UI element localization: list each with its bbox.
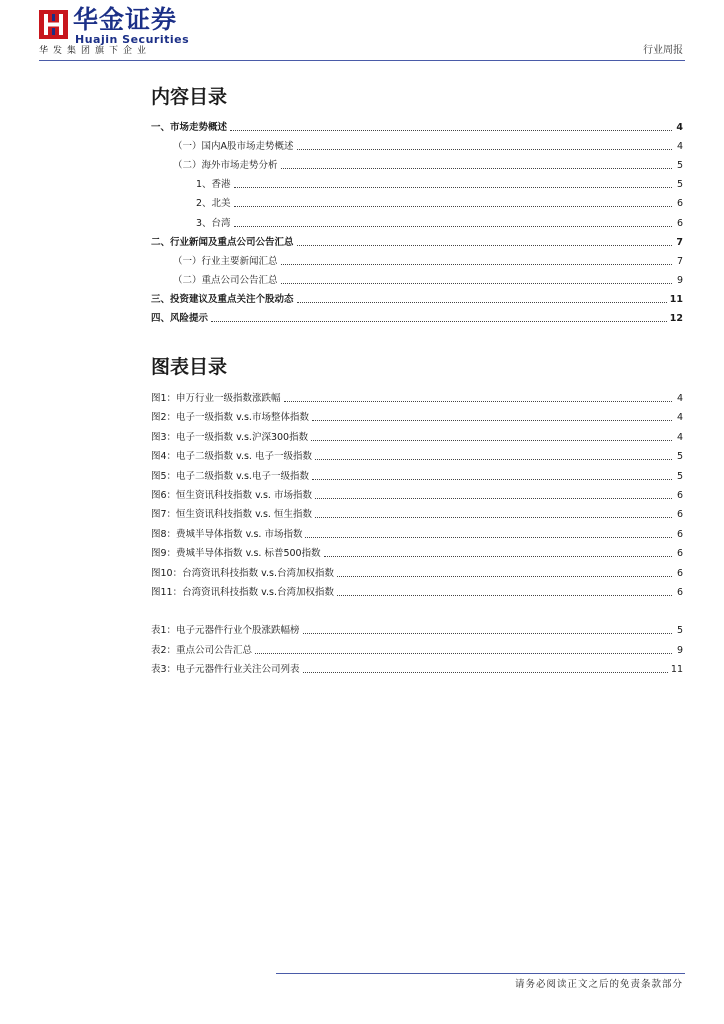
toc-entry-page-number: 11 xyxy=(669,293,683,305)
figure-entry[interactable] xyxy=(151,389,683,405)
toc-entry-page-number: 4 xyxy=(676,122,683,133)
dot-leader xyxy=(297,244,672,246)
dot-leader xyxy=(311,439,672,441)
toc-entry-label: （一）行业主要新闻汇总 xyxy=(173,255,278,267)
toc-entry-label: （二）重点公司公告汇总 xyxy=(173,274,278,286)
figure-entry[interactable] xyxy=(151,505,683,521)
dot-leader xyxy=(303,632,672,634)
figure-entry-page-number: 5 xyxy=(676,451,683,463)
figure-entry-label: 图3：电子一级指数 v.s.沪深300指数 xyxy=(151,431,309,443)
toc-entry[interactable] xyxy=(151,194,683,210)
toc-entry-label: 3、台湾 xyxy=(196,217,231,229)
table-entry-label: 表3：电子元器件行业关注公司列表 xyxy=(151,664,300,675)
toc-entry-label: 二、行业新闻及重点公司公告汇总 xyxy=(151,236,294,248)
figure-entry[interactable] xyxy=(151,447,683,463)
header-divider xyxy=(39,60,685,61)
toc-entry-page-number: 6 xyxy=(676,198,683,210)
toc-title: 内容目录 xyxy=(151,86,228,108)
toc-entry-page-number: 4 xyxy=(676,141,683,153)
toc-entry[interactable] xyxy=(151,137,683,153)
figure-entry-page-number: 4 xyxy=(676,412,683,424)
toc-entry[interactable] xyxy=(151,252,683,268)
table-entry-label: 表2：重点公司公告汇总 xyxy=(151,644,253,656)
dot-leader xyxy=(337,575,672,577)
dot-leader xyxy=(297,301,667,303)
figure-entry-page-number: 6 xyxy=(676,528,683,540)
toc-entry[interactable] xyxy=(151,156,683,172)
dot-leader xyxy=(234,225,672,227)
toc-entry-page-number: 9 xyxy=(676,274,683,286)
figure-entry[interactable] xyxy=(151,525,683,541)
figure-entry-label: 图2：电子一级指数 v.s.市场整体指数 xyxy=(151,412,309,424)
dot-leader xyxy=(230,129,672,131)
dot-leader xyxy=(281,263,672,265)
figure-entry-label: 图9：费城半导体指数 v.s. 标普500指数 xyxy=(151,548,321,560)
figure-entry-label: 图7：恒生资讯科技指数 v.s. 恒生指数 xyxy=(151,509,312,521)
figure-entry-page-number: 4 xyxy=(676,393,683,404)
dot-leader xyxy=(337,594,672,596)
figure-entry-page-number: 6 xyxy=(676,567,683,579)
toc-entry[interactable] xyxy=(151,309,683,325)
figure-entry-page-number: 5 xyxy=(676,470,683,482)
figure-entry[interactable] xyxy=(151,583,683,599)
table-entry-label: 表1：电子元器件行业个股涨跌幅榜 xyxy=(151,625,300,636)
dot-leader xyxy=(324,555,672,557)
table-entry-page-number: 11 xyxy=(670,664,683,675)
toc-entry-page-number: 6 xyxy=(676,217,683,229)
huajin-logo-icon xyxy=(39,10,68,39)
brand-tagline: 华发集团旗下企业 xyxy=(39,46,152,56)
toc-entry-page-number: 7 xyxy=(676,255,683,267)
brand-name-en: Huajin Securities xyxy=(75,33,190,46)
footer-divider xyxy=(276,973,685,974)
table-entry[interactable] xyxy=(151,621,683,637)
dot-leader xyxy=(315,458,672,460)
toc-entry-page-number: 7 xyxy=(676,236,683,248)
figures-title: 图表目录 xyxy=(151,356,228,378)
dot-leader xyxy=(312,419,672,421)
figure-entry[interactable] xyxy=(151,564,683,580)
table-entry-page-number: 9 xyxy=(676,644,683,656)
toc-entry[interactable] xyxy=(151,290,683,306)
figure-entry-label: 图8：费城半导体指数 v.s. 市场指数 xyxy=(151,528,303,540)
dot-leader xyxy=(281,282,672,284)
figure-entry-label: 图5：电子二级指数 v.s.电子一级指数 xyxy=(151,470,309,482)
figure-entry[interactable] xyxy=(151,408,683,424)
dot-leader xyxy=(305,536,672,538)
figure-entry-label: 图10：台湾资讯科技指数 v.s.台湾加权指数 xyxy=(151,567,334,579)
toc-entry-label: （二）海外市场走势分析 xyxy=(173,160,278,172)
dot-leader xyxy=(211,320,667,322)
table-entry[interactable] xyxy=(151,660,683,676)
table-entry-page-number: 5 xyxy=(676,625,683,636)
report-type: 行业周报 xyxy=(643,45,683,56)
toc-entry-label: 1、香港 xyxy=(196,179,231,191)
toc-entry-label: 一、市场走势概述 xyxy=(151,122,228,133)
figure-entry-page-number: 6 xyxy=(676,587,683,598)
figure-entry-label: 图11：台湾资讯科技指数 v.s.台湾加权指数 xyxy=(151,587,334,598)
figure-entry[interactable] xyxy=(151,467,683,483)
dot-leader xyxy=(312,478,672,480)
figure-entry-label: 图1：申万行业一级指数涨跌幅 xyxy=(151,393,281,404)
brand-name-cn: 华金证券 xyxy=(73,5,178,34)
toc-entry-label: 2、北美 xyxy=(196,198,231,210)
figure-entry-page-number: 6 xyxy=(676,490,683,501)
dot-leader xyxy=(281,167,672,169)
dot-leader xyxy=(297,148,673,150)
toc-entry-label: （一）国内A股市场走势概述 xyxy=(173,141,294,153)
figure-entry[interactable] xyxy=(151,428,683,444)
toc-entry[interactable] xyxy=(151,175,683,191)
dot-leader xyxy=(284,400,672,402)
dot-leader xyxy=(303,671,668,673)
dot-leader xyxy=(234,186,672,188)
figure-entry-page-number: 6 xyxy=(676,548,683,560)
figure-entry-page-number: 4 xyxy=(676,431,683,443)
figure-entry-label: 图4：电子二级指数 v.s. 电子一级指数 xyxy=(151,451,312,463)
toc-entry[interactable] xyxy=(151,214,683,230)
footer-disclaimer: 请务必阅读正文之后的免责条款部分 xyxy=(514,979,683,990)
dot-leader xyxy=(255,652,672,654)
toc-entry-label: 三、投资建议及重点关注个股动态 xyxy=(151,293,294,305)
dot-leader xyxy=(315,497,672,499)
figure-entry-page-number: 6 xyxy=(676,509,683,521)
figure-entry[interactable] xyxy=(151,486,683,502)
figure-entry-label: 图6：恒生资讯科技指数 v.s. 市场指数 xyxy=(151,490,312,501)
toc-entry-page-number: 12 xyxy=(669,313,683,324)
toc-entry-label: 四、风险提示 xyxy=(151,313,209,324)
toc-entry[interactable] xyxy=(151,233,683,249)
toc-entry-page-number: 5 xyxy=(676,179,683,191)
table-entry[interactable] xyxy=(151,641,683,657)
dot-leader xyxy=(234,205,672,207)
dot-leader xyxy=(315,516,672,518)
figure-entry[interactable] xyxy=(151,544,683,560)
toc-entry[interactable] xyxy=(151,271,683,287)
toc-entry-page-number: 5 xyxy=(676,160,683,172)
toc-entry[interactable] xyxy=(151,118,683,134)
